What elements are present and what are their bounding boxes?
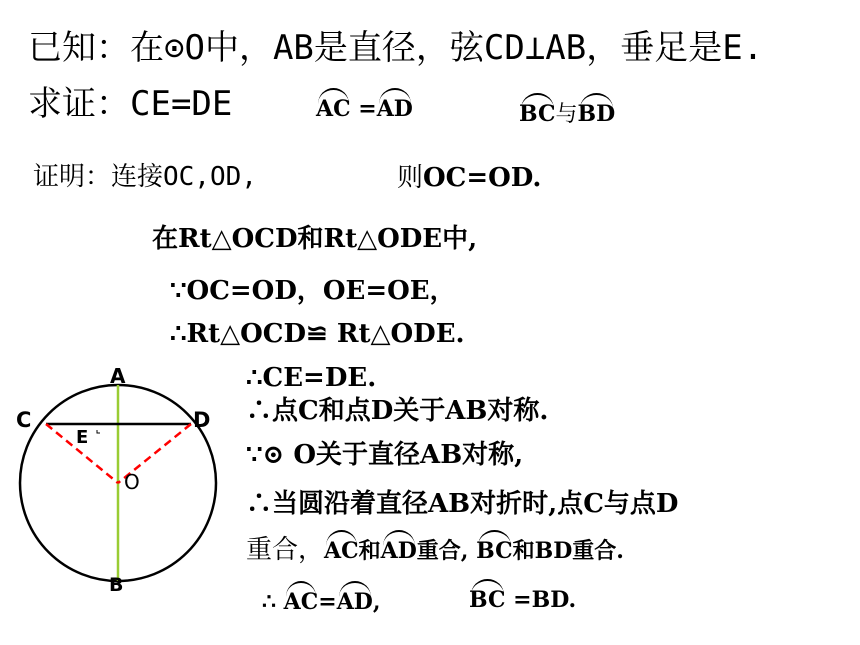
proof-intro-result: 则OC=OD. xyxy=(397,163,542,193)
line8-mid2: 重合, xyxy=(416,538,477,564)
label-b: B xyxy=(109,574,124,596)
label-d: D xyxy=(193,408,211,432)
proof-line-1: 在Rt△OCD和Rt△ODE中, xyxy=(152,224,478,254)
conclusion-1: ∴ AC=AD, xyxy=(262,589,381,615)
arc-bc: BC xyxy=(469,587,506,613)
arc-ad: AD xyxy=(376,96,413,122)
arc-ac: AC xyxy=(283,589,319,615)
given-statement: 已知：在⊙O中，AB是直径，弦CD⊥AB，垂足是E. xyxy=(28,28,764,68)
line8-mid3: 和BD重合. xyxy=(512,538,624,564)
prove-and: 与 xyxy=(555,102,578,127)
arc-bd: BD xyxy=(577,101,616,127)
oc-equals-od: OC=OD. xyxy=(423,163,542,193)
proof-line-2: ∵OC=OD，OE=OE， xyxy=(170,276,456,306)
label-c: C xyxy=(16,408,32,432)
proof-line-7: ∴当圆沿着直径AB对折时,点C与点D xyxy=(246,489,679,519)
label-e: E xyxy=(76,427,89,448)
line8-mid1: 和 xyxy=(358,538,381,564)
arc-ad: AD xyxy=(336,589,373,615)
prove-arc-pair xyxy=(519,103,615,126)
right-angle-mark xyxy=(97,430,100,433)
line8-prefix: 重合， xyxy=(246,535,325,565)
proof-line-3: ∴Rt△OCD≌ Rt△ODE. xyxy=(170,319,465,349)
proof-line-4: ∴CE=DE. xyxy=(246,363,377,393)
arc-ac: AC xyxy=(324,538,359,564)
prove-statement: 求证：CE=DE xyxy=(28,84,233,124)
proof-line-5: ∴点C和点D关于AB对称. xyxy=(246,396,549,426)
prove-arc-equality xyxy=(316,98,413,120)
arc-bc: BC xyxy=(476,538,513,564)
label-o: O xyxy=(124,470,140,494)
circle-figure xyxy=(0,355,240,605)
label-a: A xyxy=(110,364,126,388)
conclusion-2: BC =BD. xyxy=(469,587,577,613)
arc-bc: BC xyxy=(519,101,556,127)
arc-ac: AC xyxy=(316,96,351,122)
therefore: ∴ xyxy=(262,589,284,615)
proof-line-8 xyxy=(246,537,624,563)
proof-line-6: ∵⊙ O关于直径AB对称, xyxy=(246,440,524,470)
prove-equals: = xyxy=(350,96,377,122)
arc-ad: AD xyxy=(380,538,417,564)
proof-intro: 证明：连接OC,OD, xyxy=(33,162,257,192)
